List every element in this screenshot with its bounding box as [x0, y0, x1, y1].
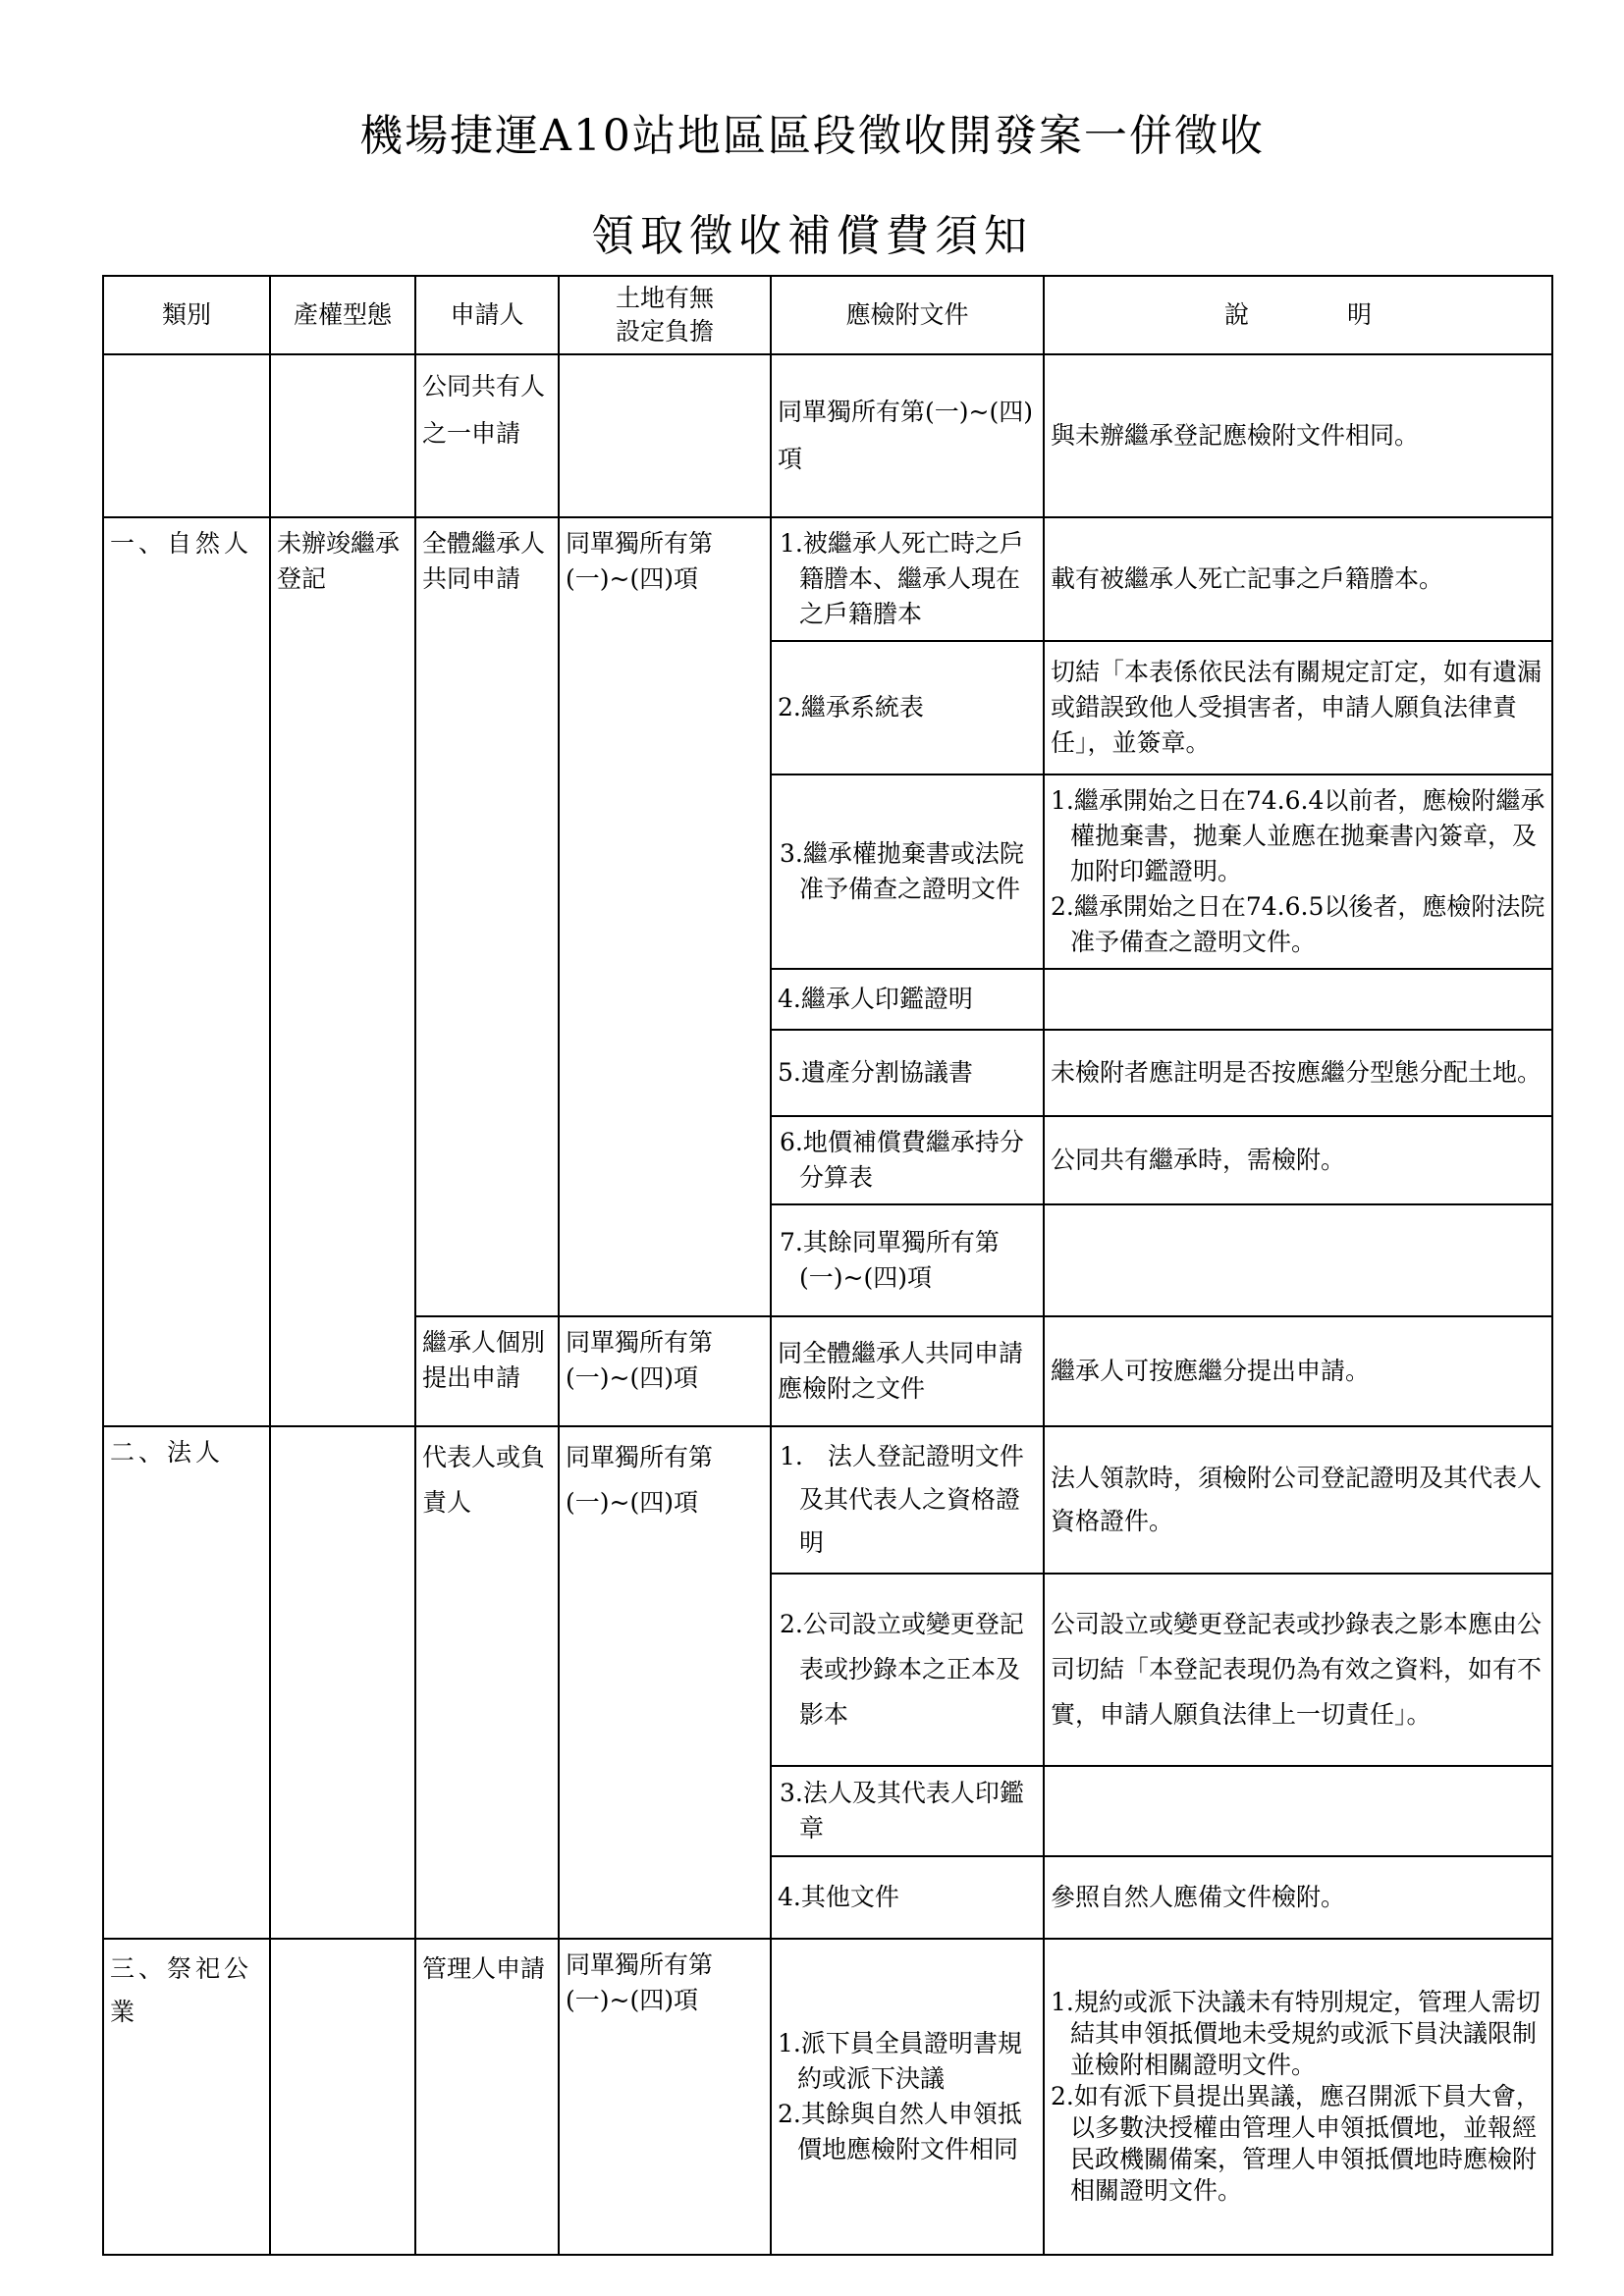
header-notes: 說 明: [1044, 276, 1552, 354]
document-item: 1.派下員全員證明書規約或派下決議: [778, 2029, 1022, 2093]
encumbrance-cell: [559, 354, 771, 517]
note-cell: [1044, 1204, 1552, 1316]
document-cell: 1.被繼承人死亡時之戶籍謄本、繼承人現在之戶籍謄本: [771, 517, 1044, 641]
applicant-cell: 繼承人個別提出申請: [415, 1316, 559, 1426]
document-cell: 同單獨所有第(一)~(四)項: [771, 354, 1044, 517]
note-item: 2.如有派下員提出異議，應召開派下員大會，以多數決授權由管理人申領抵價地，並報經民政機關備案，管理人申領抵價地時應檢附相關證明文件。: [1051, 2082, 1541, 2205]
category-cell: 一、自然人: [103, 517, 270, 1426]
table-row: [103, 1426, 1552, 1574]
note-cell: 繼承人可按應繼分提出申請。: [1044, 1316, 1552, 1426]
note-item: 1.繼承開始之日在74.6.4以前者，應檢附繼承權拋棄書，拋棄人並應在拋棄書內簽章，及加附印鑑證明。: [1051, 786, 1545, 885]
header-encumbrance-line2: 設定負擔: [615, 317, 714, 346]
header-category: 類別: [103, 276, 270, 354]
applicant-cell: 全體繼承人共同申請: [415, 517, 559, 1316]
note-cell: 與未辦繼承登記應檢附文件相同。: [1044, 354, 1552, 517]
encumbrance-cell: 同單獨所有第(一)~(四)項: [559, 517, 771, 1316]
document-cell: 5.遺產分割協議書: [771, 1030, 1044, 1116]
document-cell: 3.法人及其代表人印鑑章: [771, 1766, 1044, 1856]
category-cell: 二、法人: [103, 1426, 270, 1939]
table-row: [103, 517, 1552, 641]
note-cell: 未檢附者應註明是否按應繼分型態分配土地。: [1044, 1030, 1552, 1116]
applicant-cell: 公同共有人之一申請: [415, 354, 559, 517]
note-cell: 參照自然人應備文件檢附。: [1044, 1856, 1552, 1939]
note-cell: 法人領款時，須檢附公司登記證明及其代表人資格證件。: [1044, 1426, 1552, 1574]
table-row: [103, 1939, 1552, 2255]
requirements-table: [102, 275, 1553, 2256]
encumbrance-cell: 同單獨所有第(一)~(四)項: [559, 1316, 771, 1426]
note-item: 1.規約或派下決議未有特別規定，管理人需切結其申領抵價地未受規約或派下員決議限制並檢附相關證明文件。: [1051, 1988, 1541, 2079]
header-ownership: 產權型態: [270, 276, 415, 354]
note-item: 2.繼承開始之日在74.6.5以後者，應檢附法院准予備查之證明文件。: [1051, 892, 1545, 956]
document-cell: 6.地價補償費繼承持分分算表: [771, 1116, 1044, 1204]
encumbrance-cell: 同單獨所有第(一)~(四)項: [559, 1939, 771, 2255]
document-cell: 7.其餘同單獨所有第(一)~(四)項: [771, 1204, 1044, 1316]
encumbrance-cell: 同單獨所有第(一)~(四)項: [559, 1426, 771, 1939]
note-cell: [1044, 1939, 1552, 2255]
ownership-cell: [270, 1939, 415, 2255]
note-cell: 載有被繼承人死亡記事之戶籍謄本。: [1044, 517, 1552, 641]
note-cell: [1044, 774, 1552, 969]
header-applicant: 申請人: [415, 276, 559, 354]
document-cell: 4.繼承人印鑑證明: [771, 969, 1044, 1030]
document-cell: 同全體繼承人共同申請應檢附之文件: [771, 1316, 1044, 1426]
ownership-cell: [270, 1426, 415, 1939]
document-item: 2.其餘與自然人申領抵價地應檢附文件相同: [778, 2100, 1022, 2163]
applicant-cell: 代表人或負責人: [415, 1426, 559, 1939]
note-cell: [1044, 969, 1552, 1030]
note-cell: 公同共有繼承時，需檢附。: [1044, 1116, 1552, 1204]
document-cell: [771, 1939, 1044, 2255]
note-cell: [1044, 1766, 1552, 1856]
document-cell: 1. 法人登記證明文件及其代表人之資格證明: [771, 1426, 1044, 1574]
document-cell: 4.其他文件: [771, 1856, 1044, 1939]
header-encumbrance-line1: 土地有無: [615, 284, 714, 312]
applicant-cell: 管理人申請: [415, 1939, 559, 2255]
category-cell: 三、祭祀公業: [103, 1939, 270, 2255]
note-cell: 切結「本表係依民法有關規定訂定，如有遺漏或錯誤致他人受損害者，申請人願負法律責任」，並簽章。: [1044, 641, 1552, 774]
header-encumbrance: [559, 276, 771, 354]
note-cell: 公司設立或變更登記表或抄錄表之影本應由公司切結「本登記表現仍為有效之資料，如有不實，申請人願負法律上一切責任」。: [1044, 1574, 1552, 1766]
header-row: [103, 276, 1552, 354]
header-documents: 應檢附文件: [771, 276, 1044, 354]
document-cell: 2.繼承系統表: [771, 641, 1044, 774]
ownership-cell: 未辦竣繼承登記: [270, 517, 415, 1426]
document-cell: 2.公司設立或變更登記表或抄錄本之正本及影本: [771, 1574, 1044, 1766]
category-cell: [103, 354, 270, 517]
document-title: 機場捷運A10站地區區段徵收開發案一併徵收: [359, 111, 1265, 161]
document-cell: 3.繼承權拋棄書或法院准予備查之證明文件: [771, 774, 1044, 969]
table-row: [103, 354, 1552, 517]
document-subtitle: 領取徵收補償費須知: [591, 211, 1033, 261]
ownership-cell: [270, 354, 415, 517]
